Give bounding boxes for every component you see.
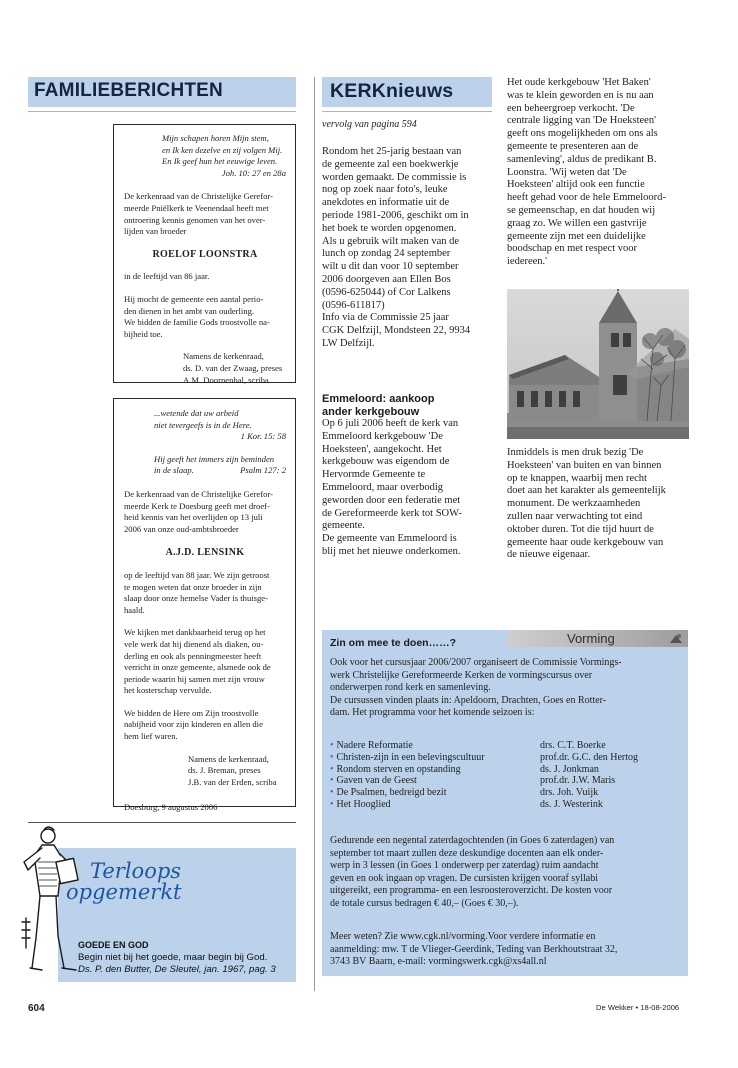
text-line: haald.	[124, 604, 145, 615]
text-line: graag zo. We willen een gastvrije	[507, 217, 647, 229]
text-line: was te klein geworden en is nu aan	[507, 89, 654, 101]
course-list	[330, 740, 682, 811]
course-teacher: drs. C.T. Boerke	[540, 740, 606, 751]
text-line: Namens de kerkenraad,	[183, 351, 264, 362]
terloops-text	[78, 939, 276, 977]
course-topic: Rondom sterven en opstanding	[336, 763, 461, 775]
quote-line: Hij geeft het immers zijn beminden	[154, 453, 275, 464]
terloops-source: Ds. P. den Butter, De Sleutel, jan. 1967, pag. 3	[78, 964, 276, 976]
text-line: het kosterschap vervulde.	[124, 685, 212, 696]
text-line: lunch op zondag 24 september	[322, 248, 451, 260]
text-line: heid kennis van het overlijden op 13 juli	[124, 512, 263, 523]
quote-block	[124, 133, 286, 168]
text-line: periode waarin hij samen met zijn vrouw	[124, 673, 265, 684]
text-line: CGK Delfzijl, Mondsteen 22, 9934	[322, 325, 471, 337]
quote-reference: Psalm 127: 2	[240, 465, 286, 476]
text-line: Emmeloord kerkgebouw 'De	[322, 430, 443, 442]
text-line: oktober duren. Tot die tijd huurt de	[507, 523, 654, 535]
deceased-name: ROELOF LOONSTRA	[152, 248, 258, 260]
text-line: J.B. van der Erden, scriba	[188, 776, 277, 787]
text-line: Hij mocht de gemeente een aantal perio-	[124, 293, 264, 304]
text-line: Info via de Commissie 25 jaar	[322, 312, 449, 324]
vorming-intro	[330, 657, 682, 720]
vorming-body	[330, 835, 682, 911]
text-line: ontroering kennis genomen van het over-	[124, 214, 266, 225]
text-line: de nieuwe eigenaar.	[507, 549, 591, 561]
obituary-notice-loonstra	[113, 124, 296, 383]
quote-line: ...wetende dat uw arbeid	[154, 408, 239, 418]
church-photo	[507, 289, 689, 439]
body-text	[124, 570, 286, 616]
text-line: Meer weten? Zie www.cgk.nl/vorming.Voor verdere informatie en	[330, 931, 596, 942]
text-line: wilt u dit dan voor 10 september	[322, 261, 459, 273]
text-line: Als u gebruik wilt maken van de	[322, 235, 460, 247]
kerknieuws-rule	[322, 111, 492, 112]
kerknieuws-col3-bottom	[507, 447, 702, 562]
terloops-heading: GOEDE EN GOD	[78, 940, 149, 950]
text-line: lijden van broeder	[124, 226, 187, 237]
text-line: slaap door onze hemelse Vader is thuisge-	[124, 593, 268, 604]
quote-line	[154, 465, 286, 477]
text-line: verricht in onze gemeente, alsmede ook de	[124, 662, 271, 673]
bullet-icon: •	[330, 763, 334, 775]
text-line: worden gemaakt. De commissie is	[322, 171, 467, 183]
text-line: 2006 van onze oud-ambtsbroeder	[124, 523, 239, 534]
text-line: derling en ook als penningmeester heeft	[124, 650, 262, 661]
text-line: De cursussen vinden plaats in: Apeldoorn, Drachten, Goes en Rotter-	[330, 694, 607, 706]
text-line: Op 6 juli 2006 heeft de kerk van	[322, 418, 459, 429]
obituary-notice-lensink	[113, 398, 296, 813]
text-line: vele werk dat hij dienend als diaken, ou-	[124, 638, 264, 649]
text-line: kerkgebouw was eigendom de	[322, 456, 450, 468]
list-item	[330, 775, 682, 787]
emmeloord-text	[322, 418, 494, 559]
quote-line: en Ik ken dezelve en zij volgen Mij.	[162, 144, 283, 155]
text-line: geven en ook ingaan op vragen. De cursisten krijgen vooraf syllabi	[330, 872, 598, 884]
deceased-name: A.J.D. LENSINK	[165, 547, 245, 559]
text-line: aanmelding: mw. T de Vlieger-Geerdink, Teding van Berkhoutstraat 32,	[330, 943, 618, 955]
text-line: De kerkenraad van de Christelijke Gerefor-	[124, 488, 273, 499]
bullet-icon: •	[330, 798, 334, 810]
place-date: Doesburg, 9 augustus 2006	[124, 802, 218, 813]
text-line: blij met het nieuwe onderkomen.	[322, 545, 461, 557]
body-text	[124, 627, 286, 697]
kerknieuws-col3-top	[507, 77, 702, 269]
text-line: Hoeksteen' van buiten en van binnen	[507, 459, 662, 471]
text-line: 2006 doorgeven aan Ellen Bos	[322, 273, 451, 285]
text-line: bijheid toe.	[124, 328, 163, 339]
text-line: zullen naar verwachting tot eind	[507, 510, 643, 522]
text-line: De gemeente van Emmeloord is	[322, 533, 457, 545]
continued-note: vervolg van pagina 594	[322, 119, 417, 130]
page-number: 604	[28, 1003, 45, 1014]
bullet-icon: •	[330, 740, 334, 751]
quote-text: in de slaap.	[154, 465, 194, 476]
text-line: We kijken met dankbaarheid terug op het	[124, 627, 266, 638]
text-line: Namens de kerkenraad,	[188, 753, 269, 764]
bullet-icon: •	[330, 751, 334, 763]
text-line: se gemeenschap, en dat houden wij	[507, 204, 656, 216]
course-teacher: drs. Joh. Vuijk	[540, 787, 599, 799]
text-line: werk Christelijke Gereformeerde Kerken de vormingscursus over	[330, 669, 593, 681]
text-line: Gedurende een negental zaterdagochtenden (in Goes 6 zaterdagen) van	[330, 835, 615, 846]
text-line: een beheergroep verkocht. 'De	[507, 102, 635, 114]
text-line: het boek te worden opgenomen.	[322, 222, 457, 234]
text-line: Hoeksteen', aangekocht. Het	[322, 443, 442, 455]
text-line: A.M. Doornenbal, scriba	[183, 374, 269, 385]
emmeloord-heading	[322, 393, 434, 418]
text-line: Inmiddels is men druk bezig 'De	[507, 447, 644, 458]
familieberichten-rule	[28, 111, 296, 112]
list-item	[330, 752, 682, 764]
quote-line: niet tevergeefs is in de Here.	[154, 419, 252, 430]
kerknieuws-col1-text	[322, 146, 494, 351]
text-line: 3743 BV Baarn, e-mail: vormingswerk.cgk@xs4all.nl	[330, 956, 547, 968]
text-line: periode 1981-2006, geschikt om in	[322, 209, 469, 221]
quote-block	[124, 454, 286, 477]
course-topic: Het Hooglied	[336, 798, 391, 810]
text-line: Het oude kerkgebouw 'Het Baken'	[507, 77, 651, 88]
body-text	[124, 708, 286, 743]
text-line: centrale ligging van 'De Hoeksteen'	[507, 115, 656, 127]
text-line: geworden door een federatie met	[322, 494, 461, 506]
text-line: september tot maart zullen deze deskundige docenten aan elk onder-	[330, 847, 604, 859]
bullet-icon: •	[330, 775, 334, 787]
text-line: Ook voor het cursusjaar 2006/2007 organiseert de Commissie Vormings-	[330, 657, 622, 668]
text-line: Loonstra. 'Wij weten dat 'De	[507, 166, 627, 178]
course-teacher: ds. J. Jonkman	[540, 763, 599, 775]
familieberichten-title: FAMILIEBERICHTEN	[34, 80, 223, 101]
text-line: onderwerpen rond kerk en samenleving.	[330, 682, 491, 694]
text-line: te mogen weten dat onze broeder in zijn	[124, 581, 262, 592]
text-line: de Gereformeerde kerk tot SOW-	[322, 507, 462, 519]
text-line: LW Delfzijl.	[322, 337, 375, 349]
age-line: in de leeftijd van 86 jaar.	[124, 271, 210, 282]
text-line: op de leeftijd van 88 jaar. We zijn getroost	[124, 569, 270, 580]
course-teacher: ds. J. Westerink	[540, 798, 603, 810]
text-line: anekdotes en informatie uit de	[322, 197, 450, 209]
heading-line: ander kerkgebouw	[322, 405, 420, 418]
intro-text	[124, 191, 286, 237]
course-topic: De Psalmen, bedreigd bezit	[336, 787, 447, 799]
text-line: op te knappen, waarbij men recht	[507, 472, 647, 484]
vorming-logo-icon	[668, 632, 684, 645]
intro-text	[124, 489, 286, 535]
text-line: meerde Kerk te Doesburg geeft met droef-	[124, 500, 270, 511]
list-item	[330, 740, 682, 752]
text-line: ds. J. Breman, preses	[188, 765, 261, 776]
text-line: gemeente te presenteren aan de	[507, 140, 639, 152]
text-line: doet aan het karakter als gemeentelijk	[507, 485, 666, 497]
text-line: Hoeksteen' altijd ook een functie	[507, 179, 645, 191]
quote-line: Mijn schapen horen Mijn stem,	[162, 133, 269, 143]
list-item	[330, 787, 682, 799]
text-line: meerde Pniëlkerk te Veenendaal heeft met	[124, 202, 269, 213]
text-line: dam. Het programma voor het komende seizoen is:	[330, 707, 535, 719]
text-line: gemeente haar oude kerkgebouw van	[507, 536, 664, 548]
vorming-label: Vorming	[567, 631, 615, 646]
terloops-title-line2: opgemerkt	[66, 880, 182, 904]
publication-info: De Wekker • 18-08-2006	[596, 1003, 680, 1012]
text-line: boodschap en met respect voor	[507, 243, 638, 255]
text-line: iedereen.'	[507, 256, 548, 268]
signature-block	[124, 351, 286, 386]
text-line: uitgereikt, een programma- en een lesroosteroverzicht. De kosten voor	[330, 885, 613, 897]
text-line: ds. D. van der Zwaag, preses	[183, 362, 283, 373]
text-line: (0596-625044) of Cor Lalkens	[322, 286, 451, 298]
text-line: de totale cursus bedragen € 40,– (Goes € 30,–).	[330, 897, 519, 909]
text-line: gemeente.	[322, 520, 365, 532]
quote-reference: 1 Kor. 15: 58	[240, 431, 286, 442]
list-item	[330, 799, 682, 811]
terloops-line: Begin niet bij het goede, maar begin bij God.	[78, 951, 268, 963]
list-item	[330, 764, 682, 776]
course-teacher: prof.dr. G.C. den Hertog	[540, 751, 639, 763]
text-line: monument. De werkzaamheden	[507, 498, 641, 510]
terloops-title	[66, 861, 182, 903]
body-text	[124, 294, 286, 340]
course-teacher: prof.dr. J.W. Maris	[540, 775, 616, 787]
text-line: We bidden de Here om Zijn troostvolle	[124, 707, 259, 718]
column-divider	[314, 77, 315, 991]
quote-line: En Ik geef hun het eeuwige leven.	[162, 156, 278, 167]
vorming-heading: Zin om mee te doen……?	[330, 637, 457, 649]
signature-block	[124, 754, 286, 789]
course-topic: Gaven van de Geest	[336, 775, 417, 787]
text-line: Hervormde Gemeente te	[322, 469, 426, 481]
text-line: (0596-611817)	[322, 299, 385, 311]
course-topic: Christen-zijn in een belevingscultuur	[336, 751, 485, 763]
course-topic: Nadere Reformatie	[336, 740, 413, 751]
text-line: de gemeente zal een boekwerkje	[322, 158, 459, 170]
text-line: De kerkenraad van de Christelijke Gerefor-	[124, 191, 273, 202]
terloops-title-line1: Terloops	[90, 859, 182, 883]
quote-block	[124, 408, 286, 431]
vorming-contact	[330, 931, 682, 969]
text-line: geeft ons mogelijkheden om ons als	[507, 128, 658, 140]
text-line: den dienen in het ambt van ouderling.	[124, 305, 255, 316]
quote-reference: Joh. 10: 27 en 28a	[221, 167, 286, 178]
bullet-icon: •	[330, 787, 334, 799]
text-line: nog op zoek naar foto's, leuke	[322, 184, 448, 196]
text-line: We bidden de familie Gods troostvolle na-	[124, 317, 270, 328]
kerknieuws-title: KERKnieuws	[330, 80, 454, 102]
text-line: samenleving', aldus de predikant B.	[507, 153, 657, 165]
text-line: gemeente zijn met een duidelijke	[507, 230, 646, 242]
text-line: werp in 3 lessen (in Goes 1 onderwerp per zaterdag) ruim aandacht	[330, 860, 599, 872]
text-line: nabijheid voor zijn kinderen en allen die	[124, 719, 263, 730]
text-line: Emmeloord, maar overbodig	[322, 481, 444, 493]
heading-line: Emmeloord: aankoop	[322, 393, 435, 405]
text-line: hem lief waren.	[124, 731, 178, 742]
text-line: heeft gehad voor de hele Emmeloord-	[507, 192, 666, 204]
text-line: Rondom het 25-jarig bestaan van	[322, 146, 462, 157]
